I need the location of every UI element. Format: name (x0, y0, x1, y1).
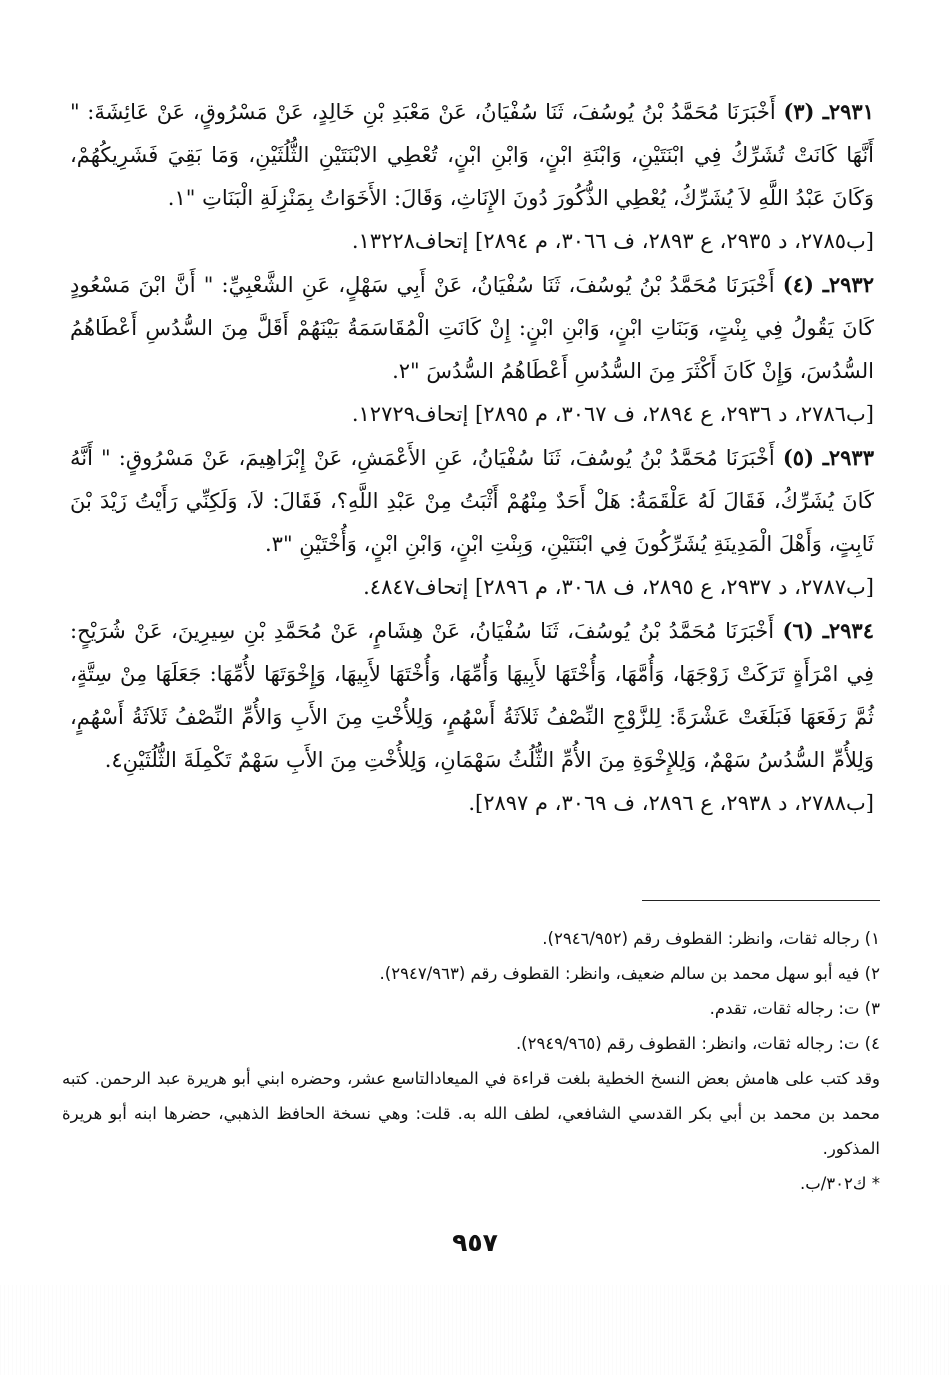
page-number: ٩٥٧ (452, 1228, 498, 1257)
hadith-3 (70, 436, 874, 609)
hadith-body: أَخْبَرَنَا مُحَمَّدُ بْنُ يُوسُفَ، ثَنَا سُفْيَانُ، عَنْ أَبِي سَهْلٍ، عَنِ الشَّعْبِيِّ: " أَنَّ ابْنَ مَسْعُودٍ كَانَ يَقُولُ فِي بِنْتٍ، وَبَنَاتِ ابْنٍ، وَابْنِ ابْنٍ: إِنْ كَانَتِ الْمُقَاسَمَةُ بَيْنَهُمْ أَقَلَّ مِنَ السُّدُسِ أَعْطَاهُمُ السُّدُسَ، وَإِنْ كَانَ أَكْثَرَ مِنَ السُّدُسِ أَعْطَاهُمُ السُّدُسَ "٢. (70, 273, 874, 383)
margin-note: وقد كتب على هامش بعض النسخ الخطية بلغت قراءة في الميعادالتاسع عشر، وحضره ابني أبو هريرة عبد الرحمن. كتبه محمد بن محمد بن أبي بكر القدسي الشافعي، لطف الله به. قلت: وهي نسخة الحافظ الذهبي، حضرها ابنه أبو هريرة المذكور. (62, 1069, 880, 1158)
hadith-text (70, 609, 874, 782)
footnotes-section (62, 900, 880, 1201)
manuscript-folio-note: * ك٣٠٢/ب. (799, 1174, 880, 1193)
scan-texture (0, 1285, 950, 1375)
hadith-text (70, 263, 874, 393)
hadith-reference: [ب٢٧٨٦، د ٢٩٣٦، ع ٢٨٩٤، ف ٣٠٦٧، م ٢٨٩٥] إتحاف١٢٧٢٩. (351, 402, 874, 426)
hadith-text (70, 90, 874, 220)
hadith-1 (70, 90, 874, 263)
hadith-number: ٢٩٣٢ـ (٤) (782, 272, 874, 297)
hadith-body: أَخْبَرَنَا مُحَمَّدُ بْنُ يُوسُفَ، ثَنَا سُفْيَانُ، عَنْ هِشَامٍ، عَنْ مُحَمَّدِ بْنِ سِيرِينَ، عَنْ شُرَيْحٍ: فِي امْرَأَةٍ تَرَكَتْ زَوْجَهَا، وَأُمَّهَا، وَأُخْتَهَا لأَبِيهَا وَأُمِّهَا، وَأُخْتَهَا لأَبِيهَا، وَإِخْوَتَهَا لأُمِّهَا: جَعَلَهَا مِنْ سِتَّةٍ، ثُمَّ رَفَعَهَا فَبَلَغَتْ عَشْرَةً: لِلزَّوْجِ النِّصْفُ ثَلاَثَةُ أَسْهُمٍ، وَلِلأُخْتِ مِنَ الأَبِ وَالأُمِّ النِّصْفُ ثَلاَثَةُ أَسْهُمٍ، وَلِلأُمِّ السُّدُسُ سَهْمٌ، وَلِلإِخْوَةِ مِنَ الأُمِّ الثُّلُثُ سَهْمَانِ، وَلِلأُخْتِ مِنَ الأَبِ سَهْمٌ تَكْمِلَةَ الثُّلُثَيْنِ٤. (70, 619, 874, 772)
hadith-number: ٢٩٣١ـ (٣) (783, 99, 874, 124)
footnote-4: ٤) ت: رجاله ثقات، وانظر: القطوف رقم (٢٩٤٩/٩٦٥). (515, 1034, 880, 1053)
footnote-3: ٣) ت: رجاله ثقات، تقدم. (709, 999, 880, 1018)
footnote-2: ٢) فيه أبو سهل محمد بن سالم ضعيف، وانظر: القطوف رقم (٢٩٤٧/٩٦٣). (379, 964, 880, 983)
hadith-body: أَخْبَرَنَا مُحَمَّدُ بْنُ يُوسُفَ، ثَنَا سُفْيَانُ، عَنِ الأَعْمَشِ، عَنْ إِبْرَاهِيمَ، عَنْ مَسْرُوقٍ: " أَنَّهُ كَانَ يُشَرِّكُ، فَقَالَ لَهُ عَلْقَمَةُ: هَلْ أَحَدٌ مِنْهُمْ أَثْبَتُ مِنْ عَبْدِ اللَّهِ؟، فَقَالَ: لاَ، وَلَكِنِّي رَأَيْتُ زَيْدَ بْنَ ثَابِتٍ، وَأَهْلَ الْمَدِينَةِ يُشَرِّكُونَ فِي ابْنَتَيْنِ، وَبِنْتِ ابْنٍ، وَابْنِ ابْنٍ، وَأُخْتَيْنِ "٣. (70, 446, 874, 556)
footnote-1: ١) رجاله ثقات، وانظر: القطوف رقم (٢٩٤٦/٩٥٢). (542, 929, 880, 948)
hadith-reference: [ب٢٧٨٥، د ٢٩٣٥، ع ٢٨٩٣، ف ٣٠٦٦، م ٢٨٩٤] إتحاف١٣٢٢٨. (351, 229, 874, 253)
hadith-number: ٢٩٣٣ـ (٥) (782, 445, 874, 470)
hadith-2 (70, 263, 874, 436)
hadith-4 (70, 609, 874, 825)
footnote-divider (642, 900, 880, 901)
hadith-text (70, 436, 874, 566)
hadith-body: أَخْبَرَنَا مُحَمَّدُ بْنُ يُوسُفَ، ثَنَا سُفْيَانُ، عَنْ مَعْبَدِ بْنِ خَالِدٍ، عَنْ مَسْرُوقٍ، عَنْ عَائِشَةَ: " أَنَّهَا كَانَتْ تُشَرِّكُ فِي ابْنَتَيْنِ، وَابْنَةِ ابْنٍ، وَابْنِ ابْنٍ، تُعْطِي الابْنَتَيْنِ الثُّلُثَيْنِ، وَمَا بَقِيَ فَشَرِيكُهُمْ، وَكَانَ عَبْدُ اللَّهِ لاَ يُشَرِّكُ، يُعْطِي الذُّكُورَ دُونَ الإِنَاثِ، وَقَالَ: الأَخَوَاتُ بِمَنْزِلَةِ الْبَنَاتِ "١. (70, 100, 874, 210)
hadith-number: ٢٩٣٤ـ (٦) (782, 618, 874, 643)
hadith-reference: [ب٢٧٨٨، د ٢٩٣٨، ع ٢٨٩٦، ف ٣٠٦٩، م ٢٨٩٧]. (468, 791, 874, 815)
hadith-reference: [ب٢٧٨٧، د ٢٩٣٧، ع ٢٨٩٥، ف ٣٠٦٨، م ٢٨٩٦] إتحاف٤٨٤٧. (363, 575, 874, 599)
